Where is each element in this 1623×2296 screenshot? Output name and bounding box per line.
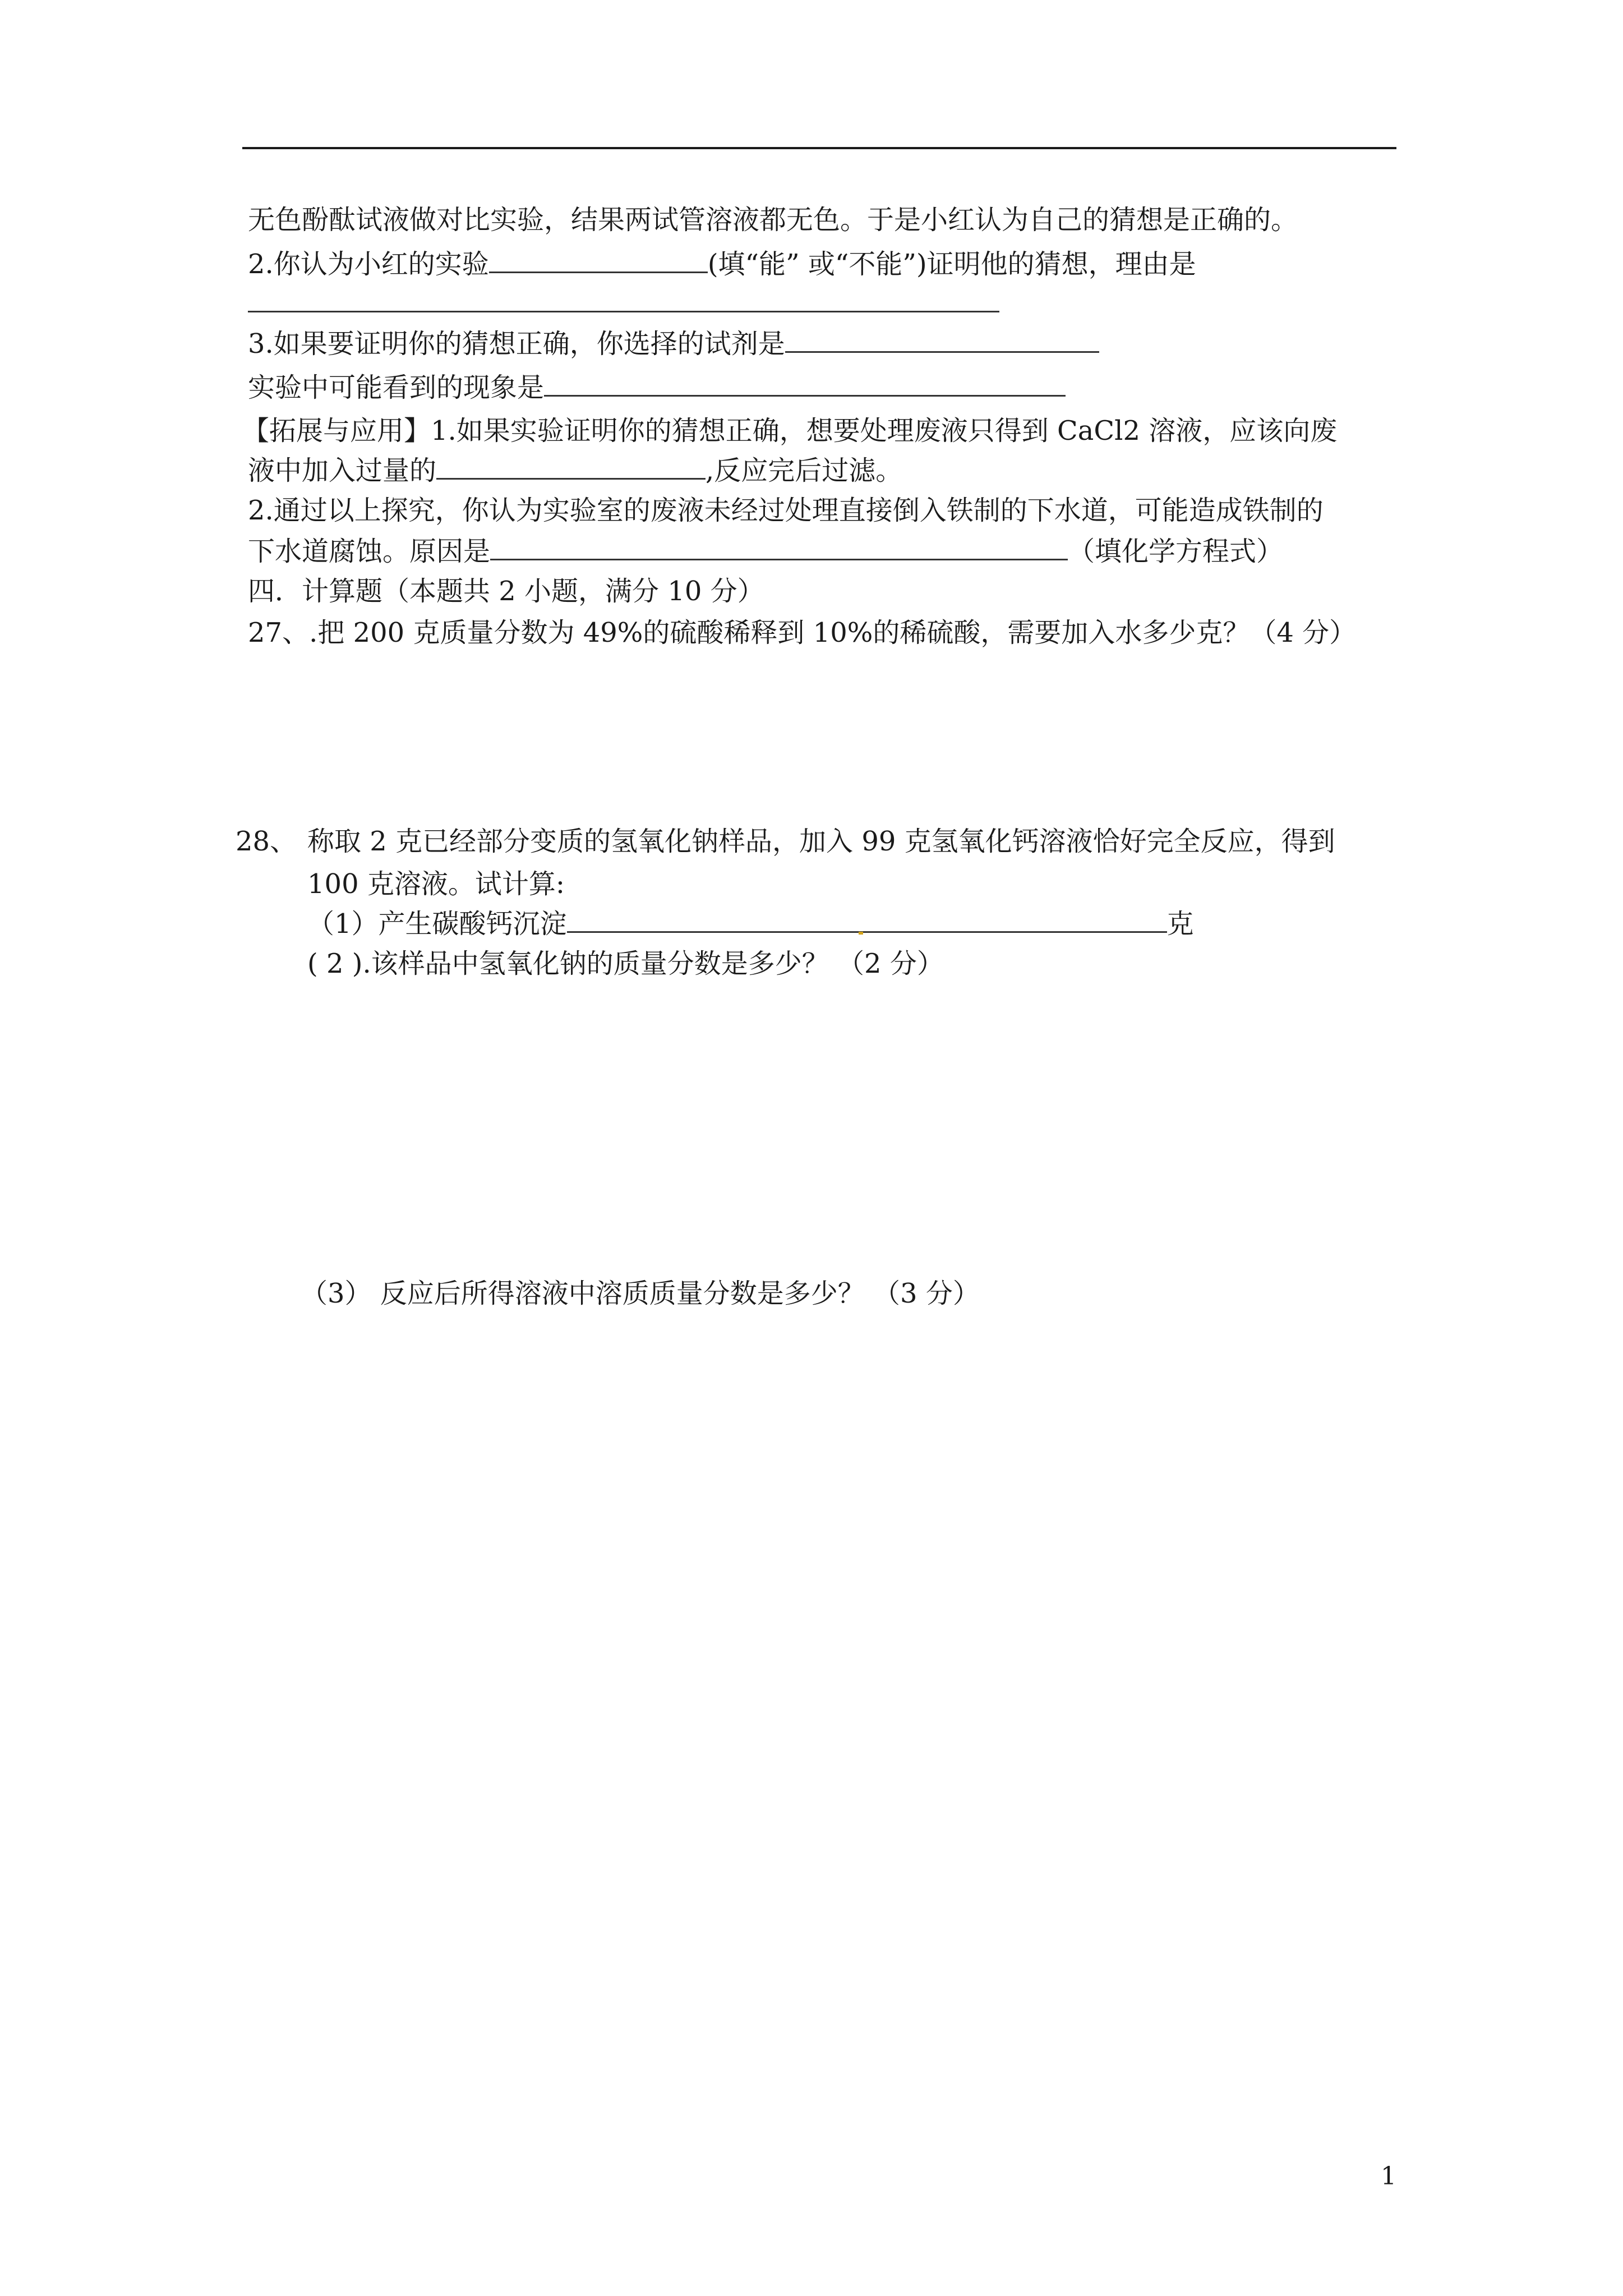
- line-text: （填化学方程式）: [1068, 536, 1284, 567]
- line-text: 四．计算题（本题共 2 小题，满分 10 分）: [248, 576, 764, 607]
- line-text: 100 克溶液。试计算:: [307, 868, 565, 900]
- answer-blank[interactable]: [436, 453, 706, 480]
- extension-line-1: [242, 414, 1337, 448]
- section-heading: [248, 574, 764, 608]
- page-number: 1: [1381, 2162, 1396, 2191]
- line-text: 克: [1166, 908, 1194, 940]
- line-text: 【拓展与应用】1.如果实验证明你的猜想正确，想要处理废液只得到 CaCl2 溶液，应该向废: [242, 415, 1338, 447]
- line-text: 28、: [236, 826, 297, 857]
- line-text: 无色酚酞试液做对比实验，结果两试管溶液都无色。于是小红认为自己的猜想是正确的。: [248, 204, 1298, 236]
- text-line-1: [248, 203, 1298, 237]
- extension-line-4: [248, 534, 1283, 568]
- question-28: [307, 825, 1335, 858]
- line-text: （3） 反应后所得溶液中溶质质量分数是多少？ （3 分）: [301, 1278, 980, 1309]
- sub-question-3: [301, 1277, 980, 1310]
- phenomenon-line: [248, 370, 1066, 404]
- line-text: ( 2 ).该样品中氢氧化钠的质量分数是多少？ （2 分）: [307, 948, 944, 979]
- reason-line: [248, 286, 999, 320]
- answer-blank[interactable]: [489, 247, 708, 273]
- answer-blank[interactable]: [785, 326, 1099, 353]
- question-3: [248, 326, 1099, 360]
- sub-question-1: [307, 907, 1194, 940]
- question-28-number: [236, 825, 297, 858]
- line-text: (填“能” 或“不能”)证明他的猜想，理由是: [707, 249, 1196, 280]
- line-text: 2.通过以上探究，你认为实验室的废液未经过处理直接倒入铁制的下水道，可能造成铁制的: [248, 495, 1324, 526]
- header-rule: [242, 147, 1396, 149]
- line-text: （1）产生碳酸钙沉淀: [307, 908, 567, 940]
- line-text: 2.你认为小红的实验: [248, 249, 489, 280]
- question-27: [248, 616, 1356, 650]
- blank-mark: [859, 932, 863, 935]
- answer-blank[interactable]: [544, 370, 1066, 397]
- answer-blank[interactable]: [248, 286, 999, 312]
- line-text: 3.如果要证明你的猜想正确，你选择的试剂是: [248, 328, 785, 360]
- question-2: [248, 247, 1196, 280]
- line-text: 液中加入过量的: [248, 455, 437, 486]
- line-text: 下水道腐蚀。原因是: [248, 536, 491, 567]
- line-text: 称取 2 克已经部分变质的氢氧化钠样品，加入 99 克氢氧化钙溶液恰好完全反应，得到: [307, 826, 1335, 857]
- answer-blank[interactable]: [567, 907, 1167, 933]
- line-text: ,反应完后过滤。: [706, 455, 903, 486]
- extension-line-3: [248, 494, 1324, 527]
- line-text: 27、.把 200 克质量分数为 49%的硫酸稀释到 10%的稀硫酸，需要加入水多少克？（4 分）: [248, 617, 1357, 648]
- question-28-line-2: [307, 867, 565, 901]
- answer-blank[interactable]: [490, 534, 1068, 560]
- extension-line-2: [248, 453, 902, 487]
- line-text: 实验中可能看到的现象是: [248, 372, 545, 403]
- sub-question-2: [307, 947, 944, 981]
